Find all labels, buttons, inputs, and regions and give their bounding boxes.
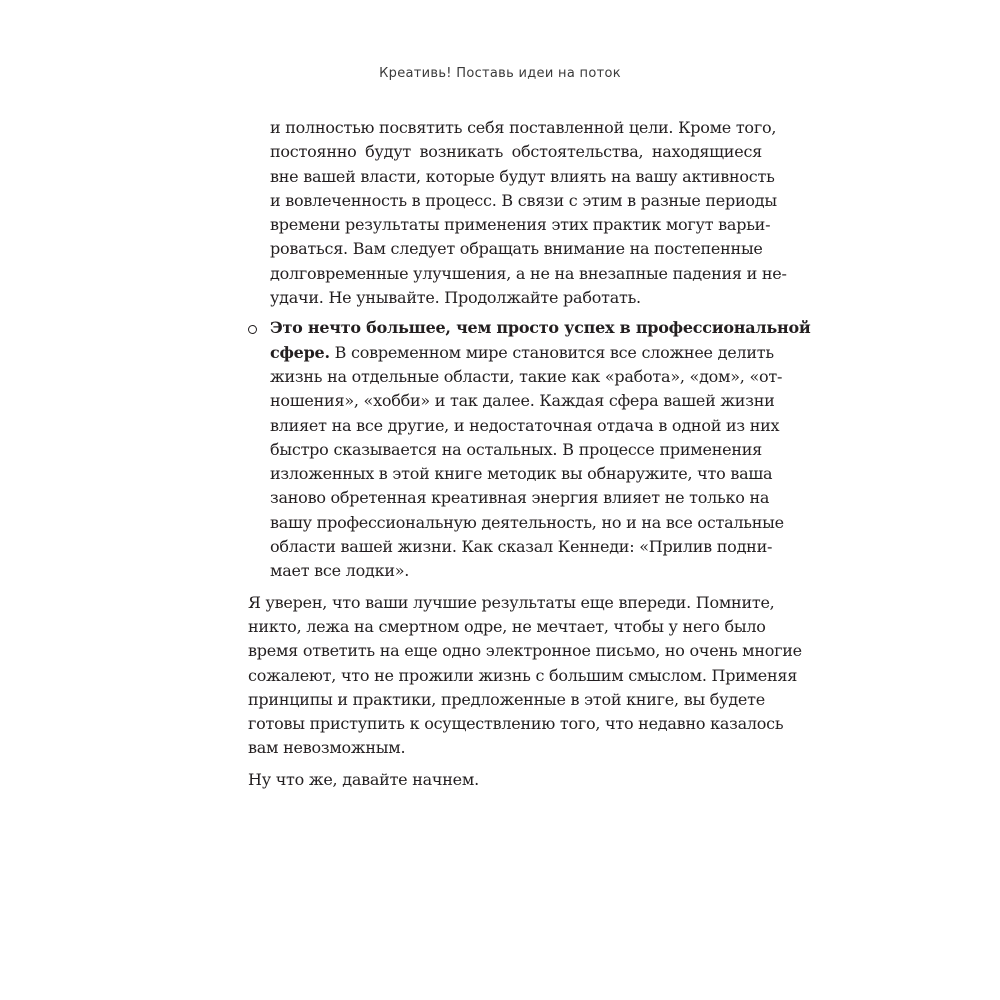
text-line: время ответить на еще одно электронное письмо, но очень многие — [248, 641, 802, 661]
text-line: принципы и практики, предложенные в этой книге, вы будете — [248, 689, 765, 709]
text-line — [270, 341, 774, 365]
text-line: Я уверен, что ваши лучшие результаты еще впереди. Помните, — [248, 592, 775, 612]
bullet-line-rest: В современном мире становится все сложнее делить — [329, 342, 774, 362]
text-line: вне вашей власти, которые будут влиять на вашу активность — [270, 166, 775, 186]
text-line: Ну что же, давайте начнем. — [248, 769, 479, 789]
text-line: никто, лежа на смертном одре, не мечтает, чтобы у него было — [248, 616, 766, 636]
running-title: Креативь! Поставь идеи на поток — [379, 66, 621, 81]
text-line: изложенных в этой книге методик вы обнаружите, что ваша — [270, 464, 773, 484]
text-line: заново обретенная креативная энергия влияет не только на — [270, 488, 770, 508]
text-line: сожалеют, что не прожили жизнь с большим смыслом. Применяя — [248, 665, 798, 685]
bullet-lead-line: Это нечто большее, чем просто успех в профессиональной — [270, 318, 811, 338]
text-line: удачи. Не унывайте. Продолжайте работать. — [270, 288, 641, 308]
text-line: влияет на все другие, и недостаточная отдача в одной из них — [270, 415, 780, 435]
text-line: вам невозможным. — [248, 738, 406, 758]
text-line: мает все лодки». — [270, 561, 410, 581]
text-line: долговременные улучшения, а не на внезапные падения и не- — [270, 263, 787, 283]
bullet-item — [248, 316, 811, 583]
body-paragraph — [248, 591, 802, 761]
text-line: жизнь на отдельные области, такие как «работа», «дом», «от- — [270, 366, 783, 386]
text-line: области вашей жизни. Как сказал Кеннеди: «Прилив подни- — [270, 537, 773, 557]
text-line: быстро сказывается на остальных. В процессе применения — [270, 439, 762, 459]
bullet-continuation — [248, 116, 787, 310]
text-line: времени результаты применения этих практик могут варьи- — [270, 215, 771, 235]
bullet-lead-end: сфере. — [270, 342, 330, 362]
text-line: и вовлеченность в процесс. В связи с этим в разные периоды — [270, 190, 777, 210]
hollow-circle-bullet-icon — [248, 325, 257, 334]
text-line: роваться. Вам следует обращать внимание на постепенные — [270, 239, 763, 259]
text-line: ношения», «хобби» и так далее. Каждая сфера вашей жизни — [270, 391, 775, 411]
text-line: и полностью посвятить себя поставленной цели. Кроме того, — [270, 118, 777, 137]
body-paragraph — [248, 768, 762, 792]
text-line: постоянно будут возникать обстоятельства, находящиеся — [270, 142, 762, 162]
text-line: вашу профессиональную деятельность, но и на все остальные — [270, 512, 784, 532]
text-line: готовы приступить к осуществлению того, что недавно казалось — [248, 714, 784, 734]
page-body — [248, 116, 811, 792]
